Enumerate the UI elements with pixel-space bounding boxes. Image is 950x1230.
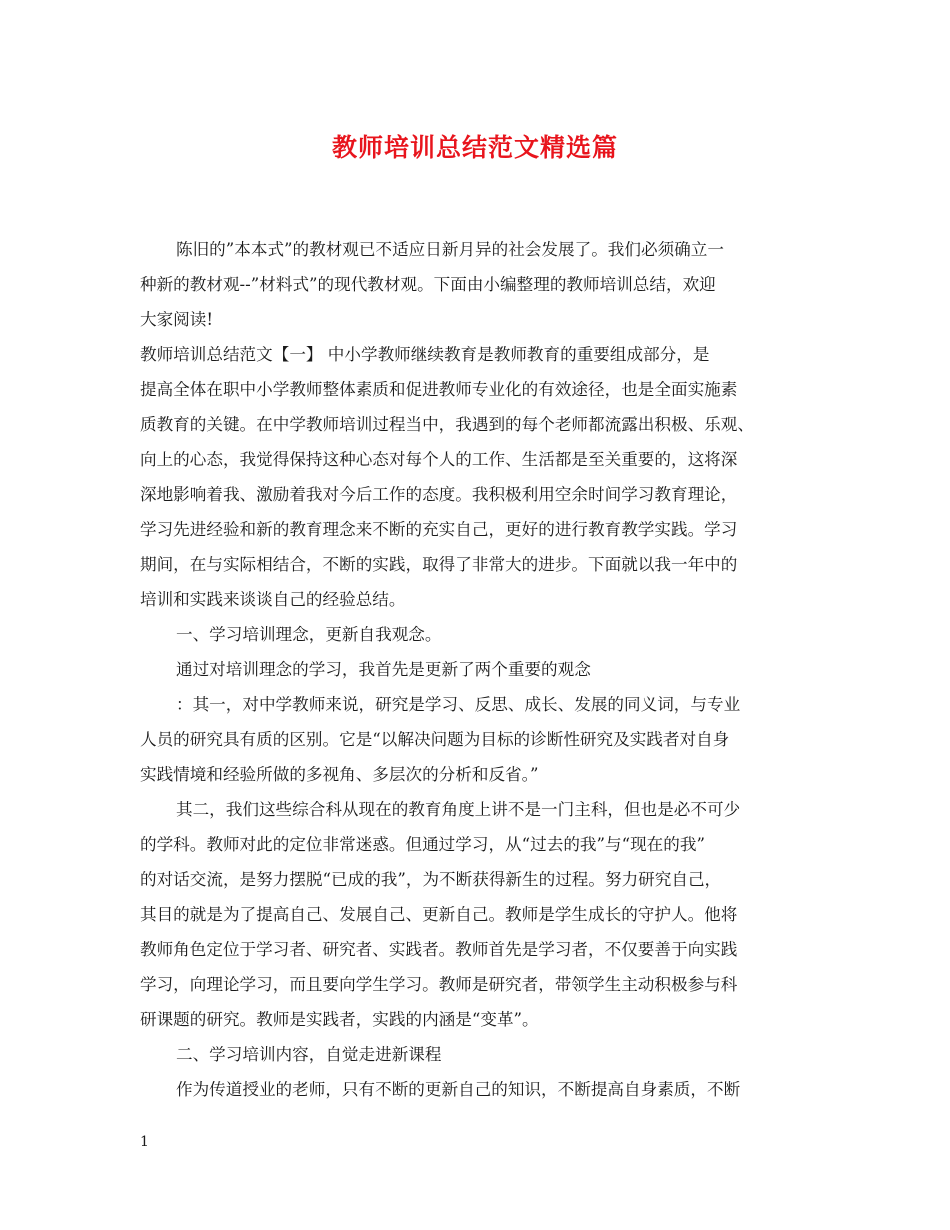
paragraph-line: 向上的心态，我觉得保持这种心态对每个人的工作、生活都是至关重要的，这将深 [140, 450, 738, 469]
paragraph-line: 培训和实践来谈谈自己的经验总结。 [140, 590, 406, 609]
paragraph-line: 其目的就是为了提高自己、发展自己、更新自己。教师是学生成长的守护人。他将 [140, 905, 738, 924]
paragraph-line: 教师培训总结范文【一】 中小学教师继续教育是教师教育的重要组成部分，是 [140, 345, 710, 364]
paragraph-line: 陈旧的”本本式”的教材观已不适应日新月异的社会发展了。我们必须确立一 [176, 240, 724, 259]
paragraph-line: 一、学习培训理念，更新自我观念。 [176, 625, 442, 644]
paragraph-line: 的学科。教师对此的定位非常迷惑。但通过学习，从“过去的我”与“现在的我” [140, 835, 705, 854]
paragraph-line: 种新的教材观--”材料式”的现代教材观。下面由小编整理的教师培训总结，欢迎 [140, 275, 716, 294]
paragraph-line: 其二，我们这些综合科从现在的教育角度上讲不是一门主科，但也是必不可少 [176, 800, 741, 819]
paragraph-line: 学习先进经验和新的教育理念来不断的充实自己，更好的进行教育教学实践。学习 [140, 520, 738, 539]
document-body [140, 232, 830, 1107]
paragraph-line: 学习，向理论学习，而且要向学生学习。教师是研究者，带领学生主动积极参与科 [140, 975, 738, 994]
paragraph-line: 的对话交流，是努力摆脱“已成的我”，为不断获得新生的过程。努力研究自己， [140, 870, 722, 889]
paragraph-line: 实践情境和经验所做的多视角、多层次的分析和反省。” [140, 765, 539, 784]
page-number: 1 [140, 1134, 149, 1150]
paragraph-line: 研课题的研究。教师是实践者，实践的内涵是“变革”。 [140, 1010, 539, 1029]
paragraph-line: ：其一，对中学教师来说，研究是学习、反思、成长、发展的同义词，与专业 [176, 695, 741, 714]
paragraph-line: 提高全体在职中小学教师整体素质和促进教师专业化的有效途径，也是全面实施素 [140, 380, 738, 399]
paragraph-line: 质教育的关键。在中学教师培训过程当中，我遇到的每个老师都流露出积极、乐观、 [140, 415, 754, 434]
paragraph-line: 通过对培训理念的学习，我首先是更新了两个重要的观念 [176, 660, 591, 679]
document-title: 教师培训总结范文精选篇 [331, 133, 618, 162]
paragraph-line: 大家阅读! [140, 310, 214, 329]
paragraph-line: 二、学习培训内容，自觉走进新课程 [176, 1045, 442, 1064]
paragraph-line: 期间，在与实际相结合，不断的实践，取得了非常大的进步。下面就以我一年中的 [140, 555, 738, 574]
paragraph-line: 人员的研究具有质的区别。它是“以解决问题为目标的诊断性研究及实践者对自身 [140, 730, 730, 749]
paragraph-line: 教师角色定位于学习者、研究者、实践者。教师首先是学习者，不仅要善于向实践 [140, 940, 738, 959]
paragraph-line: 深地影响着我、激励着我对今后工作的态度。我积极利用空余时间学习教育理论， [140, 485, 738, 504]
paragraph-line: 作为传道授业的老师，只有不断的更新自己的知识，不断提高自身素质，不断 [176, 1080, 741, 1099]
